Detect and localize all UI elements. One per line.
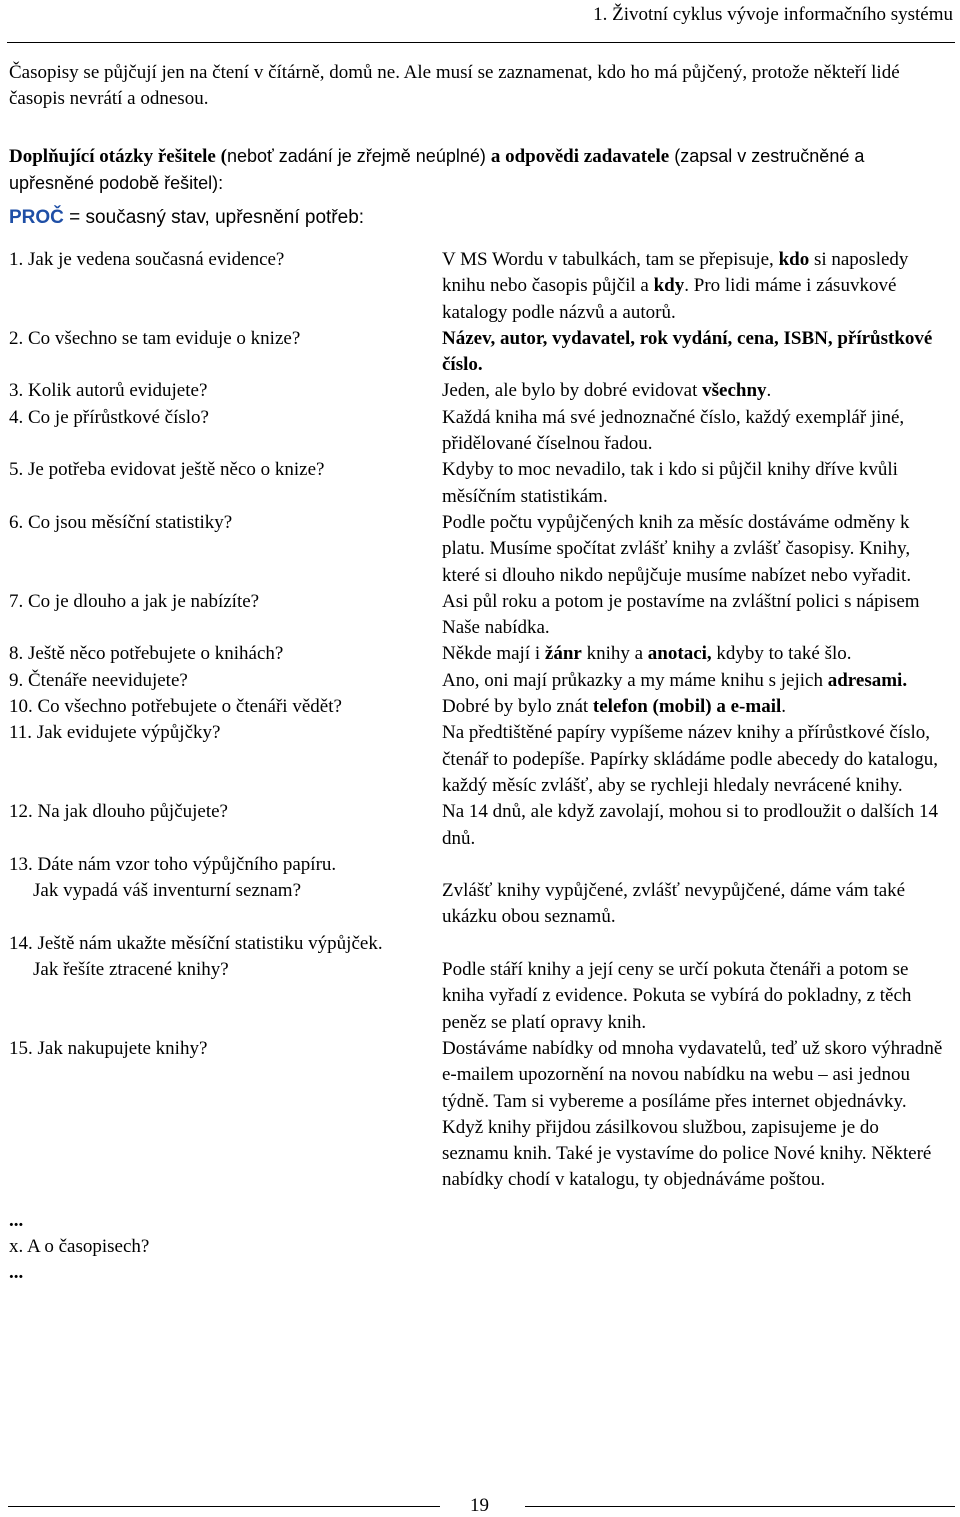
footer-rule-right: [525, 1506, 955, 1507]
qa-row: [0, 931, 960, 957]
qa-row: [0, 799, 960, 852]
answer-segment: Každá kniha má své jednoznačné číslo, každý exemplář jiné, přidělované číselnou řadou.: [442, 406, 905, 455]
answer-text: [442, 405, 950, 458]
answer-segment: si naposledy knihu nebo časopis půjčil a: [442, 249, 909, 297]
answer-text: [442, 457, 950, 510]
qa-row: [0, 1036, 960, 1194]
qa-row: [0, 668, 960, 694]
intro-bold-1: Doplňující otázky řešitele (: [9, 146, 227, 167]
answer-segment: Dostáváme nabídky od mnoha vydavatelů, teď už skoro výhradně e-mailem upozornění na novou nabídku na webu – asi jednou týdně. Tam si vybereme a posíláme přes internet objednávky. Když knihy přijdou zásilkovou službou, zapisujeme je do seznamu knih. Také je vystavíme do police Nové knihy. Některé nabídky chodí v katalogu, ty objednáváme poštou.: [442, 1037, 943, 1191]
question-text: ...: [9, 1262, 24, 1284]
answer-segment: knihy a: [581, 643, 648, 665]
answer-segment: Ano, oni mají průkazky a my máme knihu s jejich: [442, 669, 828, 691]
answer-segment: Někde mají i: [442, 643, 545, 665]
question-text: 8. Ještě něco potřebujete o knihách?: [9, 643, 284, 665]
answer-segment: Zvlášť knihy vypůjčené, zvlášť nevypůjčené, dáme vám také ukázku obou seznamů.: [442, 880, 906, 928]
answer-segment: . Pro lidi máme i zásuvkové katalogy podle názvů a autorů.: [442, 275, 897, 323]
qa-row: [0, 326, 960, 379]
answer-text: [442, 326, 950, 379]
question-text: 11. Jak evidujete výpůjčky?: [9, 722, 221, 744]
answer-text: [442, 378, 950, 404]
answer-segment: V MS Wordu v tabulkách, tam se přepisuje,: [442, 249, 779, 270]
intro-normal-1: neboť zadání je zřejmě neúplné): [226, 146, 491, 166]
page-number: 19: [470, 1495, 489, 1516]
answer-segment: Podle stáří knihy a její ceny se určí pokuta čtenáři a potom se kniha vyřadí z evidence. Pokuta se vybírá do pokladny, z těch peněz se platí opravy knih.: [442, 959, 912, 1033]
intro-paragraph-1: [9, 60, 954, 112]
answer-text: [442, 510, 950, 589]
intro-text-1: Časopisy se půjčují jen na čtení v čítárně, domů ne. Ale musí se zaznamenat, kdo ho má půjčený, protože někteří lidé časopis nevrátí a odnesou.: [9, 62, 900, 109]
answer-segment: Na 14 dnů, ale když zavolají, mohou si to prodloužit o dalších 14 dnů.: [442, 801, 939, 849]
question-text: 13. Dáte nám vzor toho výpůjčního papíru.: [9, 853, 337, 875]
question-text: x. A o časopisech?: [9, 1235, 150, 1257]
answer-text: [442, 247, 950, 326]
qa-row: [0, 720, 960, 799]
question-text: 1. Jak je vedena současná evidence?: [9, 249, 285, 270]
answer-text: [442, 1036, 950, 1194]
answer-text: [442, 720, 950, 799]
qa-row: [0, 641, 960, 667]
answer-segment: .: [766, 380, 772, 402]
question-text: Jak řešíte ztracené knihy?: [33, 959, 229, 981]
question-text: 6. Co jsou měsíční statistiky?: [9, 511, 233, 533]
qa-list: [0, 247, 960, 1287]
answer-segment: Asi půl roku a potom je postavíme na zvláštní polici s nápisem Naše nabídka.: [442, 590, 920, 639]
qa-row: [0, 457, 960, 510]
qa-row: [0, 1260, 960, 1286]
qa-row: [0, 694, 960, 720]
question-text: ...: [9, 1209, 24, 1231]
question-text: 9. Čtenáře neevidujete?: [9, 669, 188, 691]
answer-bold-segment: Název, autor, vydavatel, rok vydání, cena, ISBN, přírůstkové číslo.: [442, 327, 933, 376]
header-rule: [7, 42, 955, 43]
answer-bold-segment: všechny: [702, 380, 767, 402]
section-rest: = současný stav, upřesnění potřeb:: [63, 207, 365, 228]
footer-rule-left: [8, 1506, 440, 1507]
answer-text: [442, 589, 950, 642]
question-text: 7. Co je dlouho a jak je nabízíte?: [9, 590, 260, 612]
running-head: 1. Životní cyklus vývoje informačního systému: [593, 4, 953, 25]
question-text: 5. Je potřeba evidovat ještě něco o knize?: [9, 459, 325, 481]
qa-row: [0, 589, 960, 642]
qa-row: [0, 378, 960, 404]
answer-text: [442, 878, 950, 931]
answer-text: [442, 668, 950, 694]
answer-text: [442, 799, 950, 852]
qa-row: [0, 852, 960, 878]
answer-bold-segment: žánr: [544, 643, 582, 665]
answer-segment: kdyby to také šlo.: [711, 643, 852, 665]
qa-row: [0, 957, 960, 1036]
answer-text: [442, 694, 950, 720]
question-text: 4. Co je přírůstkové číslo?: [9, 406, 209, 428]
answer-segment: .: [781, 696, 787, 718]
intro-paragraph-2: [9, 143, 954, 197]
qa-row: [0, 1208, 960, 1234]
answer-bold-segment: kdo: [778, 249, 810, 270]
answer-segment: Kdyby to moc nevadilo, tak i kdo si půjčil knihy dříve kvůli měsíčním statistikám.: [442, 459, 898, 507]
answer-text: [442, 957, 950, 1036]
answer-bold-segment: telefon (mobil) a e-mail: [592, 696, 782, 718]
answer-text: [442, 641, 950, 667]
intro-bold-2: a odpovědi zadavatele: [490, 146, 670, 167]
answer-segment: Jeden, ale bylo by dobré evidovat: [442, 380, 703, 402]
question-text: 12. Na jak dlouho půjčujete?: [9, 801, 228, 823]
answer-bold-segment: kdy: [653, 275, 685, 297]
section-keyword: PROČ: [9, 207, 64, 228]
answer-bold-segment: adresami.: [827, 669, 908, 691]
question-text: 3. Kolik autorů evidujete?: [9, 380, 208, 402]
question-text: 14. Ještě nám ukažte měsíční statistiku výpůjček.: [9, 932, 383, 954]
question-text: 10. Co všechno potřebujete o čtenáři vědět?: [9, 696, 342, 718]
answer-segment: Na předtištěné papíry vypíšeme název knihy a přírůstkové číslo, čtenář to podepíše. Papírky skládáme podle abecedy do katalogu, každý měsíc zvlášť, aby se rychleji hledaly nevrácené knihy.: [442, 722, 938, 796]
answer-segment: Podle počtu vypůjčených knih za měsíc dostáváme odměny k platu. Musíme spočítat zvlášť knihy a zvlášť časopisy. Knihy, které si dlouho nikdo nepůjčuje musíme nabízet nebo vyřadit.: [442, 511, 912, 586]
question-text: 15. Jak nakupujete knihy?: [9, 1037, 208, 1059]
qa-row: [0, 510, 960, 589]
section-heading: [9, 207, 364, 229]
answer-bold-segment: anotaci,: [647, 643, 712, 665]
question-text: 2. Co všechno se tam eviduje o knize?: [9, 327, 301, 349]
qa-row: [0, 878, 960, 931]
answer-segment: Dobré by bylo znát: [442, 696, 593, 718]
intro-normal-2: (zapsal v zestručněné a upřesněné podobě řešitel):: [9, 146, 865, 193]
qa-row: [0, 405, 960, 458]
qa-row: [0, 1234, 960, 1260]
qa-row: [0, 247, 960, 326]
question-text: Jak vypadá váš inventurní seznam?: [33, 880, 302, 902]
